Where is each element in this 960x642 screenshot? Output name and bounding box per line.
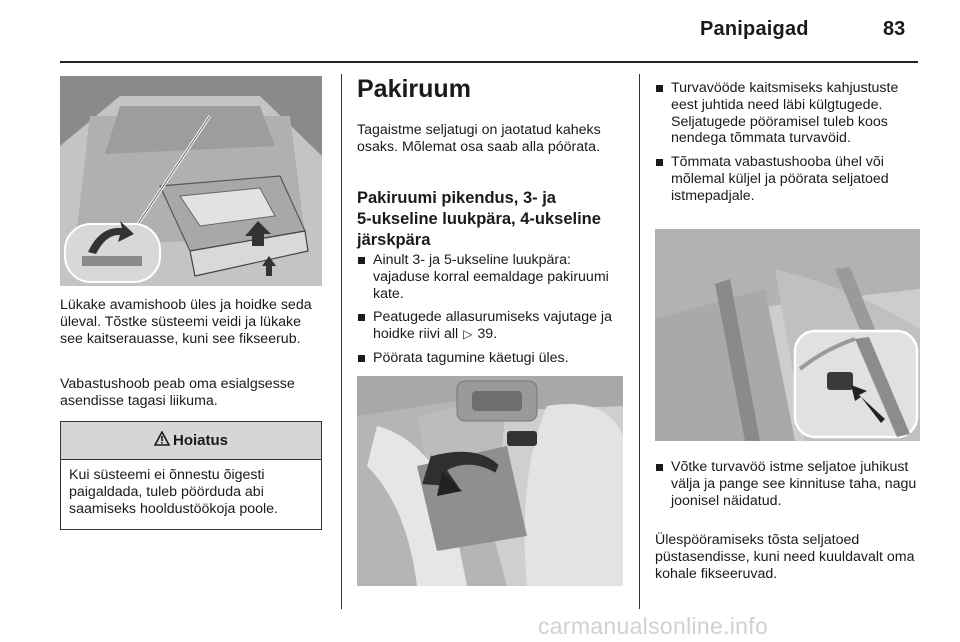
paragraph-release-lever: Vabastushoob peab oma esialgsesse asendisse tagasi liikuma.	[60, 376, 295, 409]
watermark: carmanualsonline.info	[538, 613, 769, 639]
bullet-list-seatbelts	[655, 80, 923, 212]
warning-body: Kui süsteemi ei õnnestu õigesti paigaldada, tuleb pöörduda abi saamiseks hooldustöökoja poole.	[69, 467, 279, 517]
list-item: Tõmmata vabastushooba ühel või mõlemal küljel ja pöörata seljatoed istmepadjale.	[655, 154, 923, 204]
column-divider-2	[639, 74, 640, 609]
page-number: 83	[883, 18, 906, 40]
header-rule	[60, 61, 918, 63]
warning-title: Hoiatus	[172, 432, 228, 449]
list-item: Pöörata tagumine käetugi üles.	[357, 350, 625, 367]
subheading-line-1: Pakiruumi pikendus, 3- ja	[357, 189, 556, 207]
figure-armrest	[357, 376, 623, 586]
bullet-list-extension	[357, 252, 625, 374]
page-reference-icon: ▷	[463, 327, 473, 342]
section-heading: Pakiruum	[357, 75, 471, 103]
list-item: Ainult 3- ja 5-ukseline luukpära: vajaduse korral eemaldage pakiruumi kate.	[357, 252, 625, 302]
subheading-line-3: järskpära	[357, 231, 431, 249]
warning-header	[61, 422, 321, 460]
list-item: Peatugede allasurumiseks vajutage ja hoidke riivi all ▷ 39.	[357, 309, 625, 343]
figure-seatbelt-guide	[655, 229, 920, 441]
column-divider-1	[341, 74, 342, 609]
paragraph-intro: Tagaistme seljatugi on jaotatud kaheks osaks. Mõlemat osa saab alla póörata.	[357, 122, 601, 155]
list-item: Turvavööde kaitsmiseks kahjustuste eest juhtida need läbi külgtugede. Seljatugede pööramisel tuleb koos nendega tõmmata turvavöid.	[655, 80, 923, 147]
list-item: Võtke turvavöö istme seljatoe juhikust välja ja pange see kinnituse taha, nagu joonisel näidatud.	[655, 459, 923, 509]
warning-triangle-icon	[154, 431, 170, 450]
subheading-line-2: 5-ukseline luukpära, 4-ukseline	[357, 210, 601, 228]
page-title: Panipaigad	[700, 18, 809, 40]
figure-load-floor-mechanism	[60, 76, 322, 286]
paragraph-raise-seatback: Ülespööramiseks tõsta seljatoed püstasendisse, kuni need kuuldavalt oma kohale fikseeruvad.	[655, 532, 915, 582]
warning-box	[60, 421, 322, 530]
bullet-list-belt-guide	[655, 459, 923, 516]
paragraph-lift-lever: Lükake avamishoob üles ja hoidke seda üleval. Tõstke süsteemi veidi ja lükake see kaitserauasse, kuni see fikseerub.	[60, 297, 312, 347]
